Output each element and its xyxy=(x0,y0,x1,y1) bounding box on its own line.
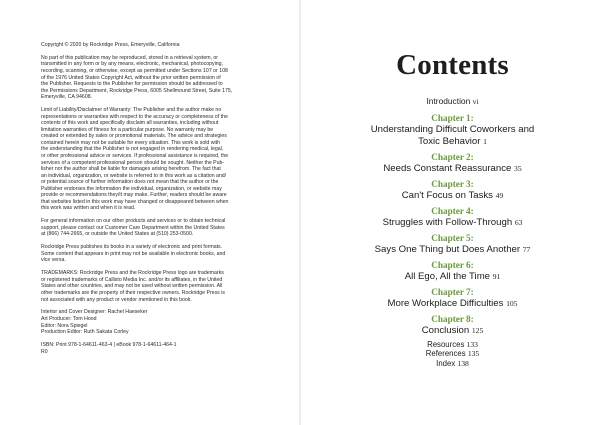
toc-chapter-label: Chapter 8: xyxy=(431,314,474,325)
copyright-line: of the 1976 United States Copyright Act, without the prior written permission of xyxy=(41,74,221,81)
copyright-line: limitation warranties of fitness for a particular purpose. No warranty may be xyxy=(41,126,214,133)
copyright-line: Rockridge Press publishes its books in a variety of electronic and print formats. xyxy=(41,244,223,251)
toc-chapter-title-line: Struggles with Follow-Through xyxy=(382,216,513,228)
toc-chapter-page: 35 xyxy=(514,163,522,173)
copyright-paragraph xyxy=(41,42,269,49)
copyright-line: Publisher endorses the information the individual, organization, or website may xyxy=(41,185,222,192)
toc-chapter-title xyxy=(330,244,575,256)
copyright-line: the Permissions Department, Rockridge Press, 6005 Shellmound Street, Suite 175, xyxy=(41,87,233,94)
toc-chapter-title xyxy=(330,163,575,175)
copyright-line: Copyright © 2020 by Rockridge Press, Emeryville, California xyxy=(41,42,180,48)
toc-back-matter-page: 135 xyxy=(467,349,480,359)
toc-chapter-page: 125 xyxy=(471,326,484,336)
copyright-line: other trademarks are the property of their respective owners. Rockridge Press is xyxy=(41,290,225,296)
toc-back-matter-entry[interactable] xyxy=(330,349,575,358)
copyright-line: Production Editor: Ruth Sakata Corley xyxy=(41,329,129,336)
toc-chapter-title xyxy=(330,271,575,283)
toc-chapter-entry[interactable] xyxy=(330,152,575,175)
copyright-line: or other professional advice or services. If professional assistance is required, the xyxy=(41,152,229,159)
toc-back-matter xyxy=(330,340,575,368)
copyright-line: transmitted in any form or by any means, electronic, mechanical, photocopying, xyxy=(41,61,223,68)
toc-chapter-entry[interactable] xyxy=(330,206,575,229)
toc-chapter-entry[interactable] xyxy=(330,314,575,337)
toc-back-matter-entry[interactable] xyxy=(330,359,575,368)
toc-chapter-entry[interactable] xyxy=(330,287,575,310)
toc-chapter-entry[interactable] xyxy=(330,260,575,283)
toc-chapter-label: Chapter 1: xyxy=(431,113,474,123)
copyright-paragraph xyxy=(41,342,269,355)
copyright-line: TRADEMARKS: Rockridge Press and the Rockridge Press logo are trademarks xyxy=(41,270,224,277)
copyright-line: support, please contact our Customer Care Department within the United States xyxy=(41,224,225,231)
copyright-line: recording, scanning, or otherwise, except as permitted under Sections 107 or 108 xyxy=(41,68,228,75)
toc-chapter-title-line: Needs Constant Reassurance xyxy=(383,162,512,174)
toc-chapter-page: 91 xyxy=(492,272,501,282)
copyright-paragraph xyxy=(41,309,269,335)
toc-chapter-page: 77 xyxy=(522,244,531,254)
copyright-line: Interior and Cover Designer: Rachel Haeseker xyxy=(41,309,148,316)
copyright-paragraph xyxy=(41,107,269,212)
copyright-line: representations or warranties with respect to the accuracy or completeness of the xyxy=(41,113,228,120)
copyright-line: not associated with any product or vendor mentioned in this book. xyxy=(41,296,192,303)
toc-chapter-title-line: Says One Thing but Does Another xyxy=(374,243,521,255)
copyright-line: R0 xyxy=(41,348,48,355)
toc-back-matter-label: References xyxy=(425,349,466,359)
copyright-line: this work was written and when it is read. xyxy=(41,205,136,212)
copyright-page xyxy=(41,42,269,362)
toc-chapter-label: Chapter 2: xyxy=(431,151,474,162)
page-gutter xyxy=(299,0,301,425)
toc-back-matter-label: Index xyxy=(436,358,456,368)
toc-chapter-entry[interactable] xyxy=(330,113,575,147)
copyright-paragraph xyxy=(41,244,269,264)
toc-chapter-page: 49 xyxy=(495,190,504,200)
toc-chapter-title-line: Can't Focus on Tasks xyxy=(401,189,493,201)
copyright-line: or registered trademarks of Callisto Media Inc. and/or its affiliates, in the United xyxy=(41,276,223,283)
toc-chapter-title-line: Conclusion xyxy=(421,325,470,337)
copyright-line: the understanding that the Publisher is not engaged in rendering medical, legal, xyxy=(41,146,224,153)
toc-chapter-list xyxy=(330,113,575,337)
toc-chapter-label: Chapter 6: xyxy=(431,260,474,271)
toc-chapter-page: 1 xyxy=(483,136,487,146)
contents-page xyxy=(330,48,575,368)
toc-chapter-title-line: Toxic Behavior xyxy=(418,135,481,147)
copyright-paragraph xyxy=(41,55,269,101)
copyright-line: contained herein may not be suitable for every situation. This work is sold with xyxy=(41,139,220,146)
copyright-line: For general information on our other products and services or to obtain technical xyxy=(41,218,226,225)
copyright-line: created or extended by sales or promotional materials. The advice and strategies xyxy=(41,133,227,140)
toc-introduction-label: Introduction xyxy=(426,96,471,106)
toc-chapter-title xyxy=(330,217,575,229)
toc-back-matter-label: Resources xyxy=(427,339,465,349)
copyright-line: Art Producer: Tom Hood xyxy=(41,316,97,323)
copyright-line: provide or recommendations they/it may make. Further, readers should be aware xyxy=(41,192,227,199)
toc-chapter-title-line: All Ego, All the Time xyxy=(404,271,491,283)
copyright-paragraph xyxy=(41,270,269,303)
copyright-line: the Publisher. Requests to the Publisher for permission should be addressed to xyxy=(41,81,223,88)
copyright-paragraph xyxy=(41,218,269,238)
copyright-line: Limit of Liability/Disclaimer of Warranty: The Publisher and the author make no xyxy=(41,107,222,114)
toc-back-matter-page: 133 xyxy=(466,339,478,349)
toc-chapter-page: 105 xyxy=(506,299,518,309)
toc-chapter-label: Chapter 3: xyxy=(431,178,474,189)
copyright-line: lisher nor the author shall be liable for damages arising herefrom. The fact that xyxy=(41,166,221,173)
toc-chapter-title xyxy=(330,298,575,310)
toc-chapter-title xyxy=(330,325,575,337)
toc-chapter-title-line: More Workplace Difficulties xyxy=(387,298,504,310)
toc-back-matter-page: 138 xyxy=(457,358,469,368)
toc-introduction-page: vi xyxy=(472,97,479,106)
contents-title: Contents xyxy=(396,49,509,81)
copyright-line: at (866) 744-2665, or outside the United States at (510) 253-0500. xyxy=(41,231,194,238)
copyright-line: Editor: Nora Spiegel xyxy=(41,322,88,329)
copyright-line: Emeryville, CA 94608. xyxy=(41,94,93,101)
toc-chapter-page: 63 xyxy=(514,217,523,227)
copyright-line: contents of this work and specifically disclaim all warranties, including without xyxy=(41,120,219,127)
copyright-line: services of a competent professional person should be sought. Neither the Pub- xyxy=(41,159,225,166)
toc-chapter-entry[interactable] xyxy=(330,233,575,256)
toc-chapter-title xyxy=(330,190,575,202)
copyright-line: an individual, organization, or website is referred to in this work as a citation and/ xyxy=(41,172,227,179)
toc-chapter-title-line: Understanding Difficult Coworkers and xyxy=(370,124,535,135)
copyright-line: Some content that appears in print may not be available in electronic books, and xyxy=(41,250,226,257)
toc-chapter-title xyxy=(330,124,575,147)
toc-chapter-label: Chapter 4: xyxy=(431,205,474,216)
copyright-line: or potential source of further information does not mean that the author or the xyxy=(41,179,219,186)
copyright-line: ISBN: Print 978-1-64611-463-4 | eBook 978-1-64611-464-1 xyxy=(41,342,177,349)
copyright-line: that websites listed in this work may have changed or disappeared between when xyxy=(41,198,229,205)
toc-back-matter-entry[interactable] xyxy=(330,340,575,349)
toc-chapter-label: Chapter 5: xyxy=(431,232,474,243)
toc-chapter-entry[interactable] xyxy=(330,179,575,202)
toc-introduction xyxy=(330,96,575,107)
copyright-line: States and other countries, and may not be used without written permission. All xyxy=(41,283,223,290)
copyright-line: vice versa. xyxy=(41,257,66,264)
copyright-line: No part of this publication may be reproduced, stored in a retrieval system, or xyxy=(41,54,219,61)
toc-chapter-label: Chapter 7: xyxy=(431,287,474,298)
